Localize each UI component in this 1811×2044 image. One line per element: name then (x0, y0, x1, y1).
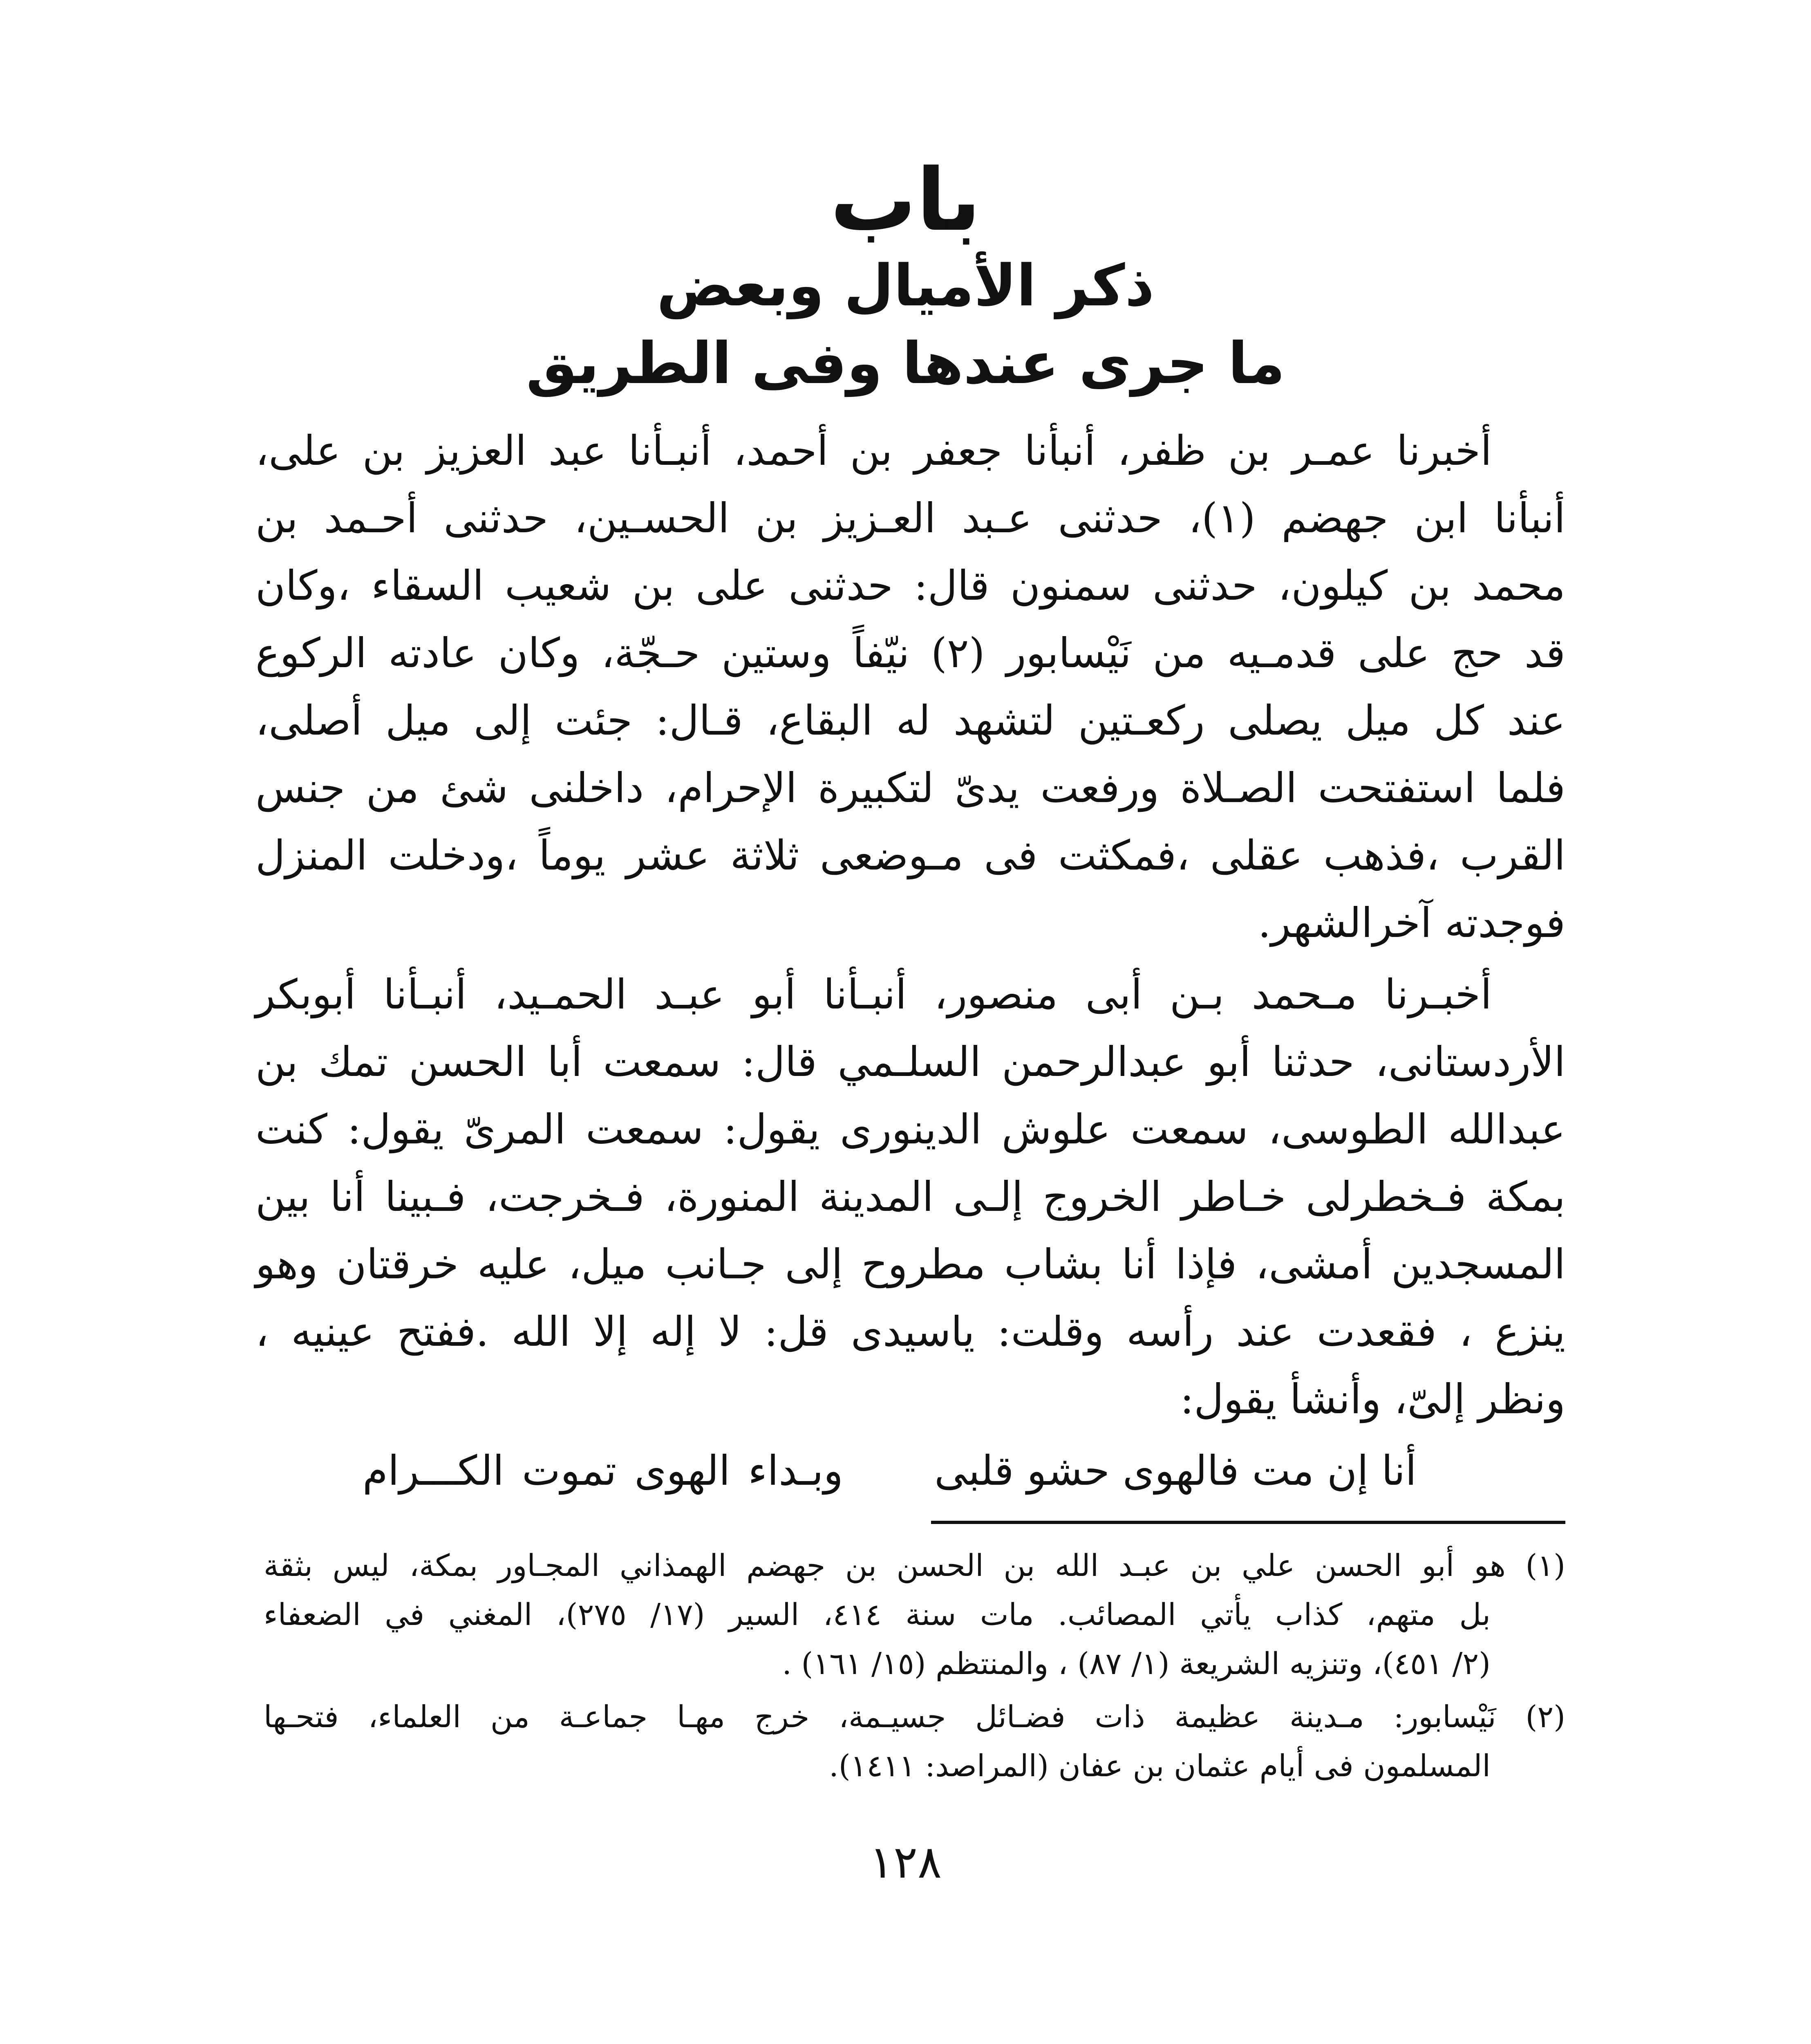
paragraph-line: ونظر إلىّ، وأنشأ يقول: (1180, 1375, 1565, 1423)
paragraph-line: أنبأنا ابن جهضم (١)، حدثنى عـبد العـزيز بن الحسـين، حدثنى أحـمد بن (255, 494, 1566, 542)
paragraph-line: بمكة فـخطرلى خـاطر الخروج إلـى المدينة المنورة، فـخرجت، فـبينا أنا بين (255, 1173, 1565, 1221)
paragraph-line: عند كل ميل يصلى ركعـتين لتشهد له البقاع، قـال: جئت إلى ميل أصلى، (255, 697, 1565, 744)
poem-first-hemistich: أنا إن مت فالهوى حشو قلبى (934, 1447, 1417, 1495)
paragraph-line: عبدالله الطوسى، سمعت علوش الدينورى يقول: سمعت المرىّ يقول: كنت (255, 1105, 1565, 1153)
paragraph-line: أخبرنا عمـر بن ظفر، أنبأنا جعفر بن أحمد، أنبـأنا عبد العزيز بن على، (255, 427, 1492, 475)
footnote-1-line: بل متهم، كذاب يأتي المصائب. مات سنة ٤١٤، السير (١٧/ ٢٧٥)، المغني في الضعفاء (264, 1597, 1491, 1632)
paragraph-line: ينزع ، فقعدت عند رأسه وقلت: ياسيدى قل: لا إله إلا الله .ففتح عينيه ، (255, 1308, 1565, 1356)
footnote-1-line: (١) هو أبو الحسن علي بن عبـد الله بن الحسن بن جهضم الهمذاني المجـاور بمكة، ليس بثقة (264, 1548, 1565, 1583)
footnote-separator (931, 1521, 1565, 1524)
paragraph-line: قد حج على قدمـيه من نَيْسابور (٢) نيّفاً وستين حـجّة، وكان عادته الركوع (255, 629, 1565, 677)
chapter-title-line1: ذكر الأميال وبعض (656, 253, 1155, 319)
chapter-title-line2: ما جرى عندها وفى الطريق (526, 330, 1285, 397)
chapter-heading: باب (830, 150, 981, 250)
footnote-2-line: (٢) نَيْسابور: مـدينة عظيمة ذات فضـائل جسيـمة، خرج مهـا جماعـة من العلماء، فتحـها (264, 1699, 1565, 1735)
paragraph-line: المسجدين أمشى، فإذا أنا بشاب مطروح إلى جـانب ميل، عليه خرقتان وهو (255, 1240, 1565, 1288)
paragraph-line: أخبـرنا مـحمد بـن أبى منصور، أنبـأنا أبو عبـد الحمـيد، أنبـأنا أبوبكر (255, 970, 1492, 1018)
page-number: ١٢٨ (869, 1836, 942, 1888)
paragraph-line: محمد بن كيلون، حدثنى سمنون قال: حدثنى على بن شعيب السقاء ،وكان (255, 562, 1565, 610)
paragraph-line: القرب ،فذهب عقلى ،فمكثت فى مـوضعى ثلاثة عشر يوماً ،ودخلت المنزل (255, 831, 1565, 879)
poem-second-hemistich: وبـداء الهوى تموت الكـــرام (363, 1447, 843, 1495)
footnote-2-line: المسلمون فى أيام عثمان بن عفان (المراصد: ١٤١١). (829, 1748, 1491, 1784)
paragraph-line: الأردستانى، حدثنا أبو عبدالرحمن السلـمي قال: سمعت أبا الحسن تمك بن (255, 1038, 1565, 1086)
footnote-1-line: (٢/ ٤٥١)، وتنزيه الشريعة (١/ ٨٧) ، والمنتظم (١٥/ ١٦١) . (782, 1646, 1491, 1681)
paragraph-line: فوجدته آخرالشهر. (1258, 899, 1565, 947)
paragraph-line: فلما استفتحت الصـلاة ورفعت يدىّ لتكبيرة الإحرام، داخلنى شئ من جنس (255, 764, 1565, 812)
